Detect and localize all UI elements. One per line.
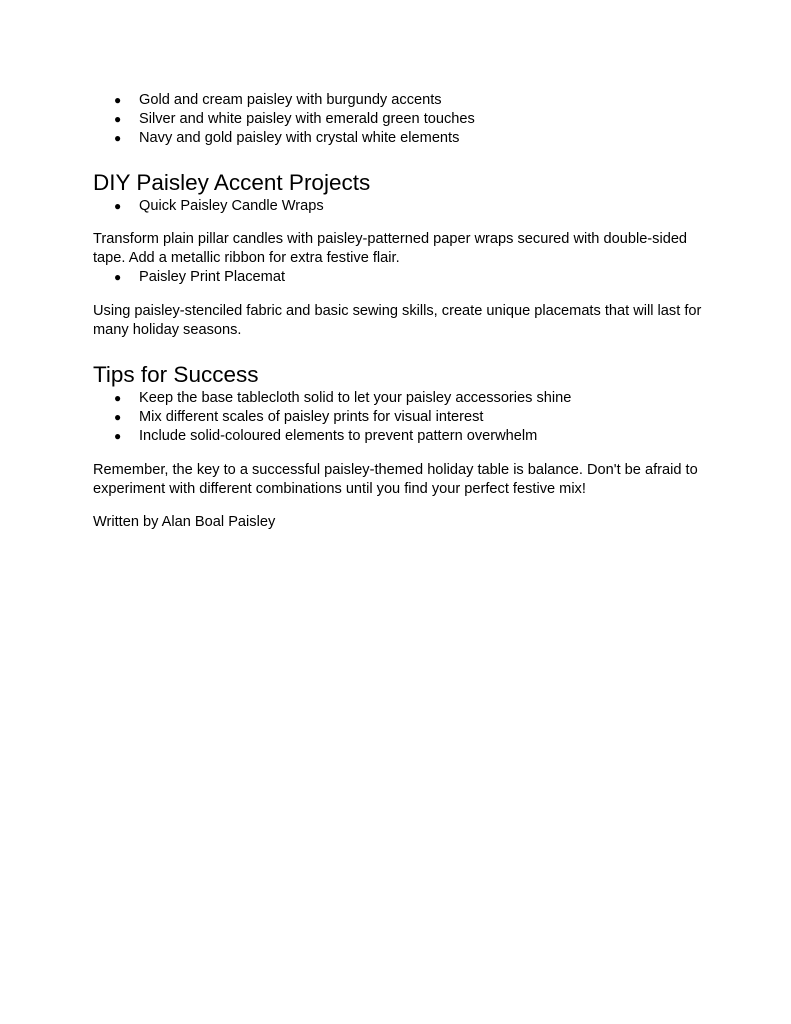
placemat-paragraph: Using paisley-stenciled fabric and basic sewing skills, create unique placemats that will last for many holiday seasons. <box>93 303 702 338</box>
bullet-icon: ● <box>114 391 122 405</box>
list-item <box>93 197 703 216</box>
candle-wraps-list <box>93 197 703 216</box>
list-item <box>93 389 703 408</box>
placemat-list <box>93 268 703 287</box>
list-item-text: Include solid-coloured elements to prevent pattern overwhelm <box>139 428 538 444</box>
list-item <box>93 91 703 110</box>
bullet-icon: ● <box>114 410 122 424</box>
candle-wraps-paragraph: Transform plain pillar candles with paisley-patterned paper wraps secured with double-sided tape. Add a metallic ribbon for extra festive flair. <box>93 231 688 266</box>
tips-list <box>93 389 703 446</box>
bullet-icon: ● <box>114 199 122 213</box>
list-item <box>93 268 703 287</box>
bullet-icon: ● <box>114 112 122 126</box>
tips-heading: Tips for Success <box>93 362 259 387</box>
list-item <box>93 427 703 446</box>
list-item-text: Quick Paisley Candle Wraps <box>139 198 324 214</box>
list-item-text: Paisley Print Placemat <box>139 269 285 285</box>
list-item-text: Keep the base tablecloth solid to let your paisley accessories shine <box>139 390 572 406</box>
bullet-icon: ● <box>114 93 122 107</box>
color-scheme-list <box>93 91 703 148</box>
bullet-icon: ● <box>114 429 122 443</box>
list-item <box>93 129 703 148</box>
author-line: Written by Alan Boal Paisley <box>93 514 276 530</box>
list-item-text: Silver and white paisley with emerald green touches <box>139 111 475 127</box>
bullet-icon: ● <box>114 270 122 284</box>
list-item-text: Gold and cream paisley with burgundy accents <box>139 92 442 108</box>
list-item-text: Mix different scales of paisley prints for visual interest <box>139 409 484 425</box>
diy-projects-heading: DIY Paisley Accent Projects <box>93 170 371 195</box>
list-item <box>93 408 703 427</box>
list-item <box>93 110 703 129</box>
bullet-icon: ● <box>114 131 122 145</box>
closing-paragraph: Remember, the key to a successful paisley-themed holiday table is balance. Don't be afraid to experiment with different combinations until you find your perfect festive mix! <box>93 462 698 497</box>
document-page <box>93 91 703 532</box>
list-item-text: Navy and gold paisley with crystal white elements <box>139 130 460 146</box>
